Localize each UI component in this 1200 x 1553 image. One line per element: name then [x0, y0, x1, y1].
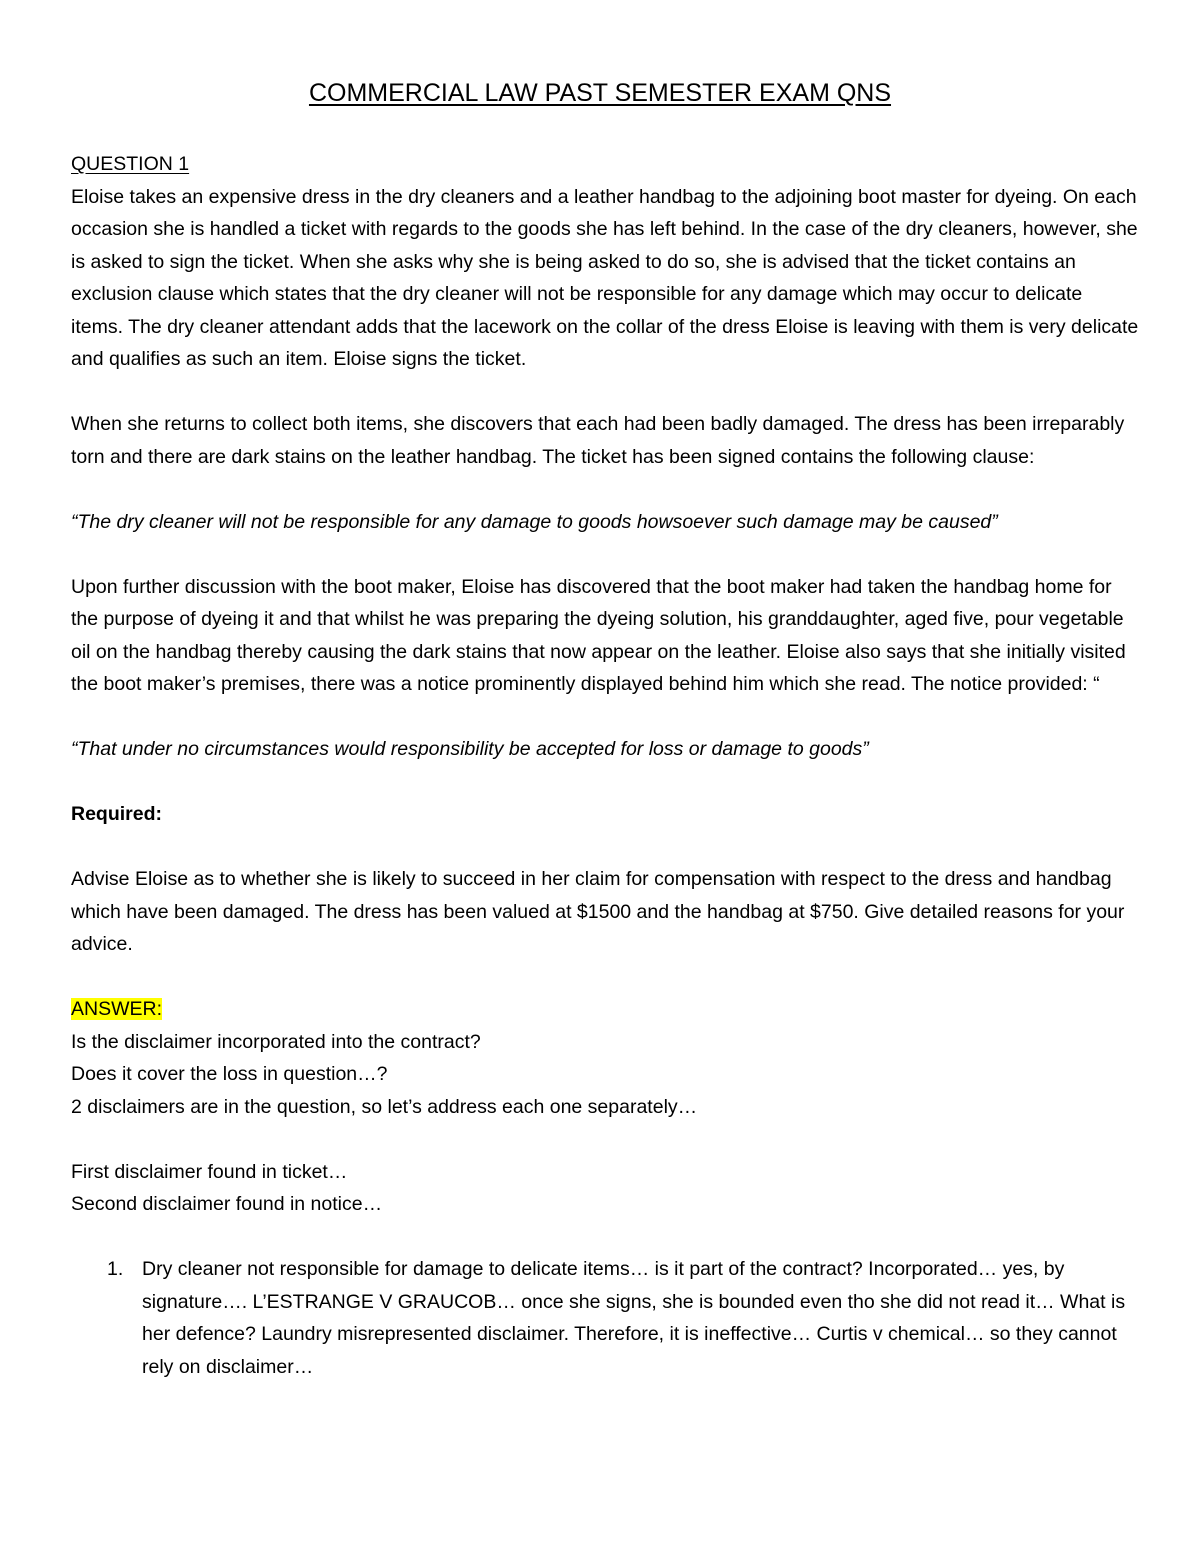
- spacer: [71, 473, 1139, 506]
- notice-clause-quote: “That under no circumstances would responsibility be accepted for loss or damage to goods”: [71, 738, 869, 760]
- disclaimer-line: Second disclaimer found in notice…: [71, 1193, 383, 1215]
- spacer: [71, 538, 1139, 571]
- list-item-number: 1.: [107, 1258, 124, 1280]
- spacer: [71, 1123, 1139, 1156]
- question-paragraph-1: Eloise takes an expensive dress in the dry cleaners and a leather handbag to the adjoining boot master for dyeing. On each occasion she is handled a ticket with regards to the goods she has left behind. In the case of the dry cleaners, however, she is asked to sign the ticket. When she asks why she is being asked to do so, she is advised that the ticket contains an exclusion clause which states that the dry cleaner will not be responsible for any damage which may occur to delicate items. The dry cleaner attendant adds that the lacework on the collar of the dress Eloise is leaving with them is very delicate and qualifies as such an item. Eloise signs the ticket.: [71, 185, 1139, 370]
- required-label: Required:: [71, 803, 163, 825]
- question-paragraph-2: When she returns to collect both items, she discovers that each had been badly damaged. The dress has been irreparably torn and there are dark stains on the leather handbag. The ticket has been signed contains the following clause:: [71, 413, 1125, 468]
- answer-heading-line: [71, 993, 1139, 1026]
- spacer: [71, 766, 1139, 799]
- spacer: [71, 831, 1139, 864]
- answer-line: Is the disclaimer incorporated into the contract?: [71, 1030, 481, 1053]
- spacer: [71, 376, 1139, 409]
- question-heading: QUESTION 1: [71, 153, 190, 175]
- ticket-clause-quote: “The dry cleaner will not be responsible for any damage to goods howsoever such damage may be caused”: [71, 510, 998, 533]
- question-paragraph-4: Advise Eloise as to whether she is likely to succeed in her claim for compensation with respect to the dress and handbag which have been damaged. The dress has been valued at $1500 and the handbag at $750. Give detailed reasons for your advice.: [71, 868, 1125, 955]
- answer-line: 2 disclaimers are in the question, so let’s address each one separately…: [71, 1095, 698, 1118]
- document-title: COMMERCIAL LAW PAST SEMESTER EXAM QNS: [308, 79, 892, 107]
- list-item-text: Dry cleaner not responsible for damage to delicate items… is it part of the contract? Incorporated… yes, by signature…. L’ESTRANGE V GRAUCOB… once she signs, she is bounded even tho she did not read it… What is her defence? Laundry misrepresented disclaimer. Therefore, it is ineffective… Curtis v chemical… so they cannot rely on disclaimer…: [142, 1258, 1126, 1378]
- answer-line: Does it cover the loss in question…?: [71, 1063, 388, 1085]
- document-body: [71, 148, 1139, 1383]
- list-item: [71, 1253, 1139, 1383]
- disclaimer-line: First disclaimer found in ticket…: [71, 1160, 348, 1183]
- answer-numbered-list: [71, 1253, 1139, 1383]
- answer-label: ANSWER:: [71, 998, 163, 1020]
- question-paragraph-3: Upon further discussion with the boot maker, Eloise has discovered that the boot maker had taken the handbag home for the purpose of dyeing it and that whilst he was preparing the dyeing solution, his granddaughter, aged five, pour vegetable oil on the handbag thereby causing the dark stains that now appear on the leather. Eloise also says that she initially visited the boot maker’s premises, there was a notice prominently displayed behind him which she read. The notice provided: “: [71, 575, 1126, 695]
- spacer: [71, 1221, 1139, 1254]
- spacer: [71, 961, 1139, 994]
- spacer: [71, 701, 1139, 734]
